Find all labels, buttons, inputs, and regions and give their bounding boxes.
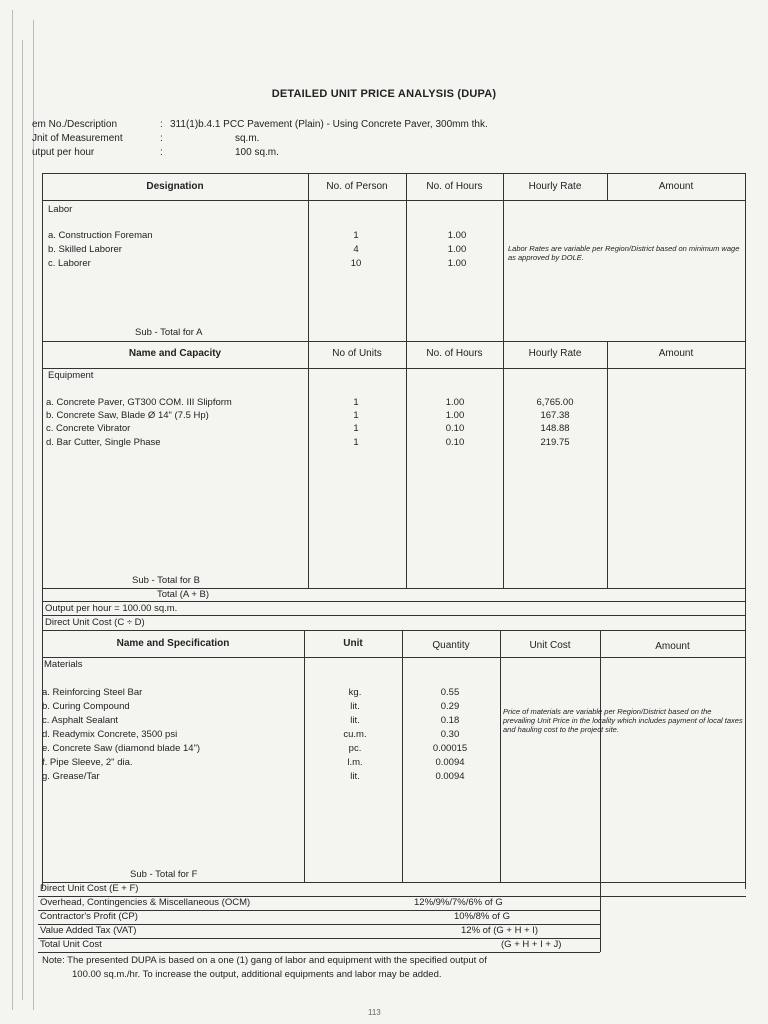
material-item-name: d. Readymix Concrete, 3500 psi bbox=[42, 729, 178, 740]
direct-unit-cost-ef: Direct Unit Cost (E + F) bbox=[40, 883, 139, 894]
labor-item-hours: 1.00 bbox=[447, 258, 467, 269]
material-item-qty: 0.18 bbox=[440, 715, 460, 726]
col-header-rate: Hourly Rate bbox=[528, 181, 582, 192]
material-item-qty: 0.00015 bbox=[432, 743, 468, 754]
equipment-item-rate: 6,765.00 bbox=[536, 397, 574, 408]
labor-item-name: b. Skilled Laborer bbox=[48, 244, 122, 255]
material-item-unit: pc. bbox=[348, 743, 362, 754]
equipment-item-hours: 0.10 bbox=[445, 437, 465, 448]
labor-rate-note: Labor Rates are variable per Region/District based on minimum wage as approved by DOLE. bbox=[508, 244, 740, 262]
material-item-qty: 0.29 bbox=[440, 701, 460, 712]
section-label-labor: Labor bbox=[48, 204, 73, 215]
item-value: 311(1)b.4.1 PCC Pavement (Plain) - Using Concrete Paver, 300mm thk. bbox=[170, 119, 488, 130]
equipment-item-name: b. Concrete Saw, Blade Ø 14" (7.5 Hp) bbox=[46, 410, 209, 421]
equipment-item-rate: 167.38 bbox=[540, 410, 570, 421]
total-unit-cost-value: (G + H + I + J) bbox=[501, 939, 562, 950]
col-header-name-capacity: Name and Capacity bbox=[128, 348, 222, 359]
output-label: utput per hour bbox=[32, 147, 95, 158]
material-item-name: b. Curing Compound bbox=[42, 701, 130, 712]
equipment-item-hours: 0.10 bbox=[445, 423, 465, 434]
section-label-equipment: Equipment bbox=[48, 370, 94, 381]
equipment-item-units: 1 bbox=[353, 437, 359, 448]
labor-item-name: c. Laborer bbox=[48, 258, 91, 269]
material-item-qty: 0.55 bbox=[440, 687, 460, 698]
material-item-qty: 0.0094 bbox=[435, 771, 465, 782]
output-per-hour: Output per hour = 100.00 sq.m. bbox=[45, 603, 178, 614]
col-header-hours: No. of Hours bbox=[426, 181, 483, 192]
material-item-qty: 0.30 bbox=[440, 729, 460, 740]
material-item-unit: kg. bbox=[348, 687, 362, 698]
equipment-item-rate: 219.75 bbox=[540, 437, 570, 448]
labor-item-persons: 1 bbox=[353, 230, 359, 241]
material-item-name: g. Grease/Tar bbox=[42, 771, 100, 782]
profit-value: 10%/8% of G bbox=[454, 911, 510, 922]
col-header-hours: No. of Hours bbox=[426, 348, 483, 359]
material-item-unit: lit. bbox=[350, 701, 360, 712]
vat-label: Value Added Tax (VAT) bbox=[40, 925, 137, 936]
page-number: 113 bbox=[368, 1008, 381, 1017]
equipment-item-rate: 148.88 bbox=[540, 423, 570, 434]
section-label-materials: Materials bbox=[44, 659, 83, 670]
labor-item-hours: 1.00 bbox=[447, 244, 467, 255]
material-item-qty: 0.0094 bbox=[435, 757, 465, 768]
material-item-name: e. Concrete Saw (diamond blade 14") bbox=[42, 743, 201, 754]
colon: : bbox=[160, 133, 163, 144]
col-header-name-spec: Name and Specification bbox=[116, 638, 230, 649]
equipment-item-units: 1 bbox=[353, 423, 359, 434]
material-item-unit: cu.m. bbox=[343, 729, 367, 740]
col-header-amount: Amount bbox=[658, 348, 694, 359]
material-item-name: f. Pipe Sleeve, 2" dia. bbox=[42, 757, 133, 768]
subtotal-a: Sub - Total for A bbox=[135, 327, 203, 338]
col-header-amount: Amount bbox=[655, 641, 690, 652]
output-value: 100 sq.m. bbox=[235, 147, 279, 158]
equipment-item-name: a. Concrete Paver, GT300 COM. III Slipform bbox=[46, 397, 232, 408]
vat-value: 12% of (G + H + I) bbox=[461, 925, 539, 936]
equipment-item-units: 1 bbox=[353, 410, 359, 421]
material-item-name: c. Asphalt Sealant bbox=[42, 715, 119, 726]
total-ab: Total (A + B) bbox=[157, 589, 210, 600]
colon: : bbox=[160, 147, 163, 158]
equipment-item-units: 1 bbox=[353, 397, 359, 408]
col-header-unit-cost: Unit Cost bbox=[529, 640, 571, 651]
col-header-persons: No. of Person bbox=[326, 181, 388, 192]
footnote-line-2: 100.00 sq.m./hr. To increase the output, additional equipments and labor may be added. bbox=[72, 969, 442, 980]
material-item-name: a. Reinforcing Steel Bar bbox=[42, 687, 143, 698]
ocm-value: 12%/9%/7%/6% of G bbox=[414, 897, 503, 908]
col-header-rate: Hourly Rate bbox=[528, 348, 582, 359]
labor-item-persons: 10 bbox=[350, 258, 362, 269]
col-header-quantity: Quantity bbox=[432, 640, 470, 651]
col-header-amount: Amount bbox=[658, 181, 694, 192]
labor-item-persons: 4 bbox=[353, 244, 359, 255]
equipment-item-hours: 1.00 bbox=[445, 410, 465, 421]
col-header-units: No of Units bbox=[332, 348, 382, 359]
unit-value: sq.m. bbox=[235, 133, 260, 144]
labor-item-name: a. Construction Foreman bbox=[48, 230, 153, 241]
subtotal-b: Sub - Total for B bbox=[132, 575, 200, 586]
total-unit-cost-label: Total Unit Cost bbox=[40, 939, 102, 950]
col-header-designation: Designation bbox=[146, 181, 204, 192]
direct-unit-cost-cd: Direct Unit Cost (C ÷ D) bbox=[45, 617, 145, 628]
colon: : bbox=[160, 119, 163, 130]
col-header-unit: Unit bbox=[343, 638, 363, 649]
ocm-label: Overhead, Contingencies & Miscellaneous (OCM) bbox=[40, 897, 251, 908]
labor-item-hours: 1.00 bbox=[447, 230, 467, 241]
document-title: DETAILED UNIT PRICE ANALYSIS (DUPA) bbox=[271, 88, 497, 100]
equipment-item-name: c. Concrete Vibrator bbox=[46, 423, 131, 434]
footnote-line-1: Note: The presented DUPA is based on a one (1) gang of labor and equipment with the specified output of bbox=[42, 955, 487, 966]
material-item-unit: l.m. bbox=[347, 757, 363, 768]
equipment-item-name: d. Bar Cutter, Single Phase bbox=[46, 437, 161, 448]
profit-label: Contractor's Profit (CP) bbox=[40, 911, 138, 922]
subtotal-f: Sub - Total for F bbox=[130, 869, 198, 880]
equipment-item-hours: 1.00 bbox=[445, 397, 465, 408]
material-item-unit: lit. bbox=[350, 715, 360, 726]
material-item-unit: lit. bbox=[350, 771, 360, 782]
item-label: em No./Description bbox=[32, 119, 118, 130]
material-price-note: Price of materials are variable per Region/District based on the prevailing Unit Price in the locality which includes payment of local taxes and hauling cost to the project site. bbox=[503, 707, 743, 734]
unit-label: Jnit of Measurement bbox=[32, 133, 123, 144]
